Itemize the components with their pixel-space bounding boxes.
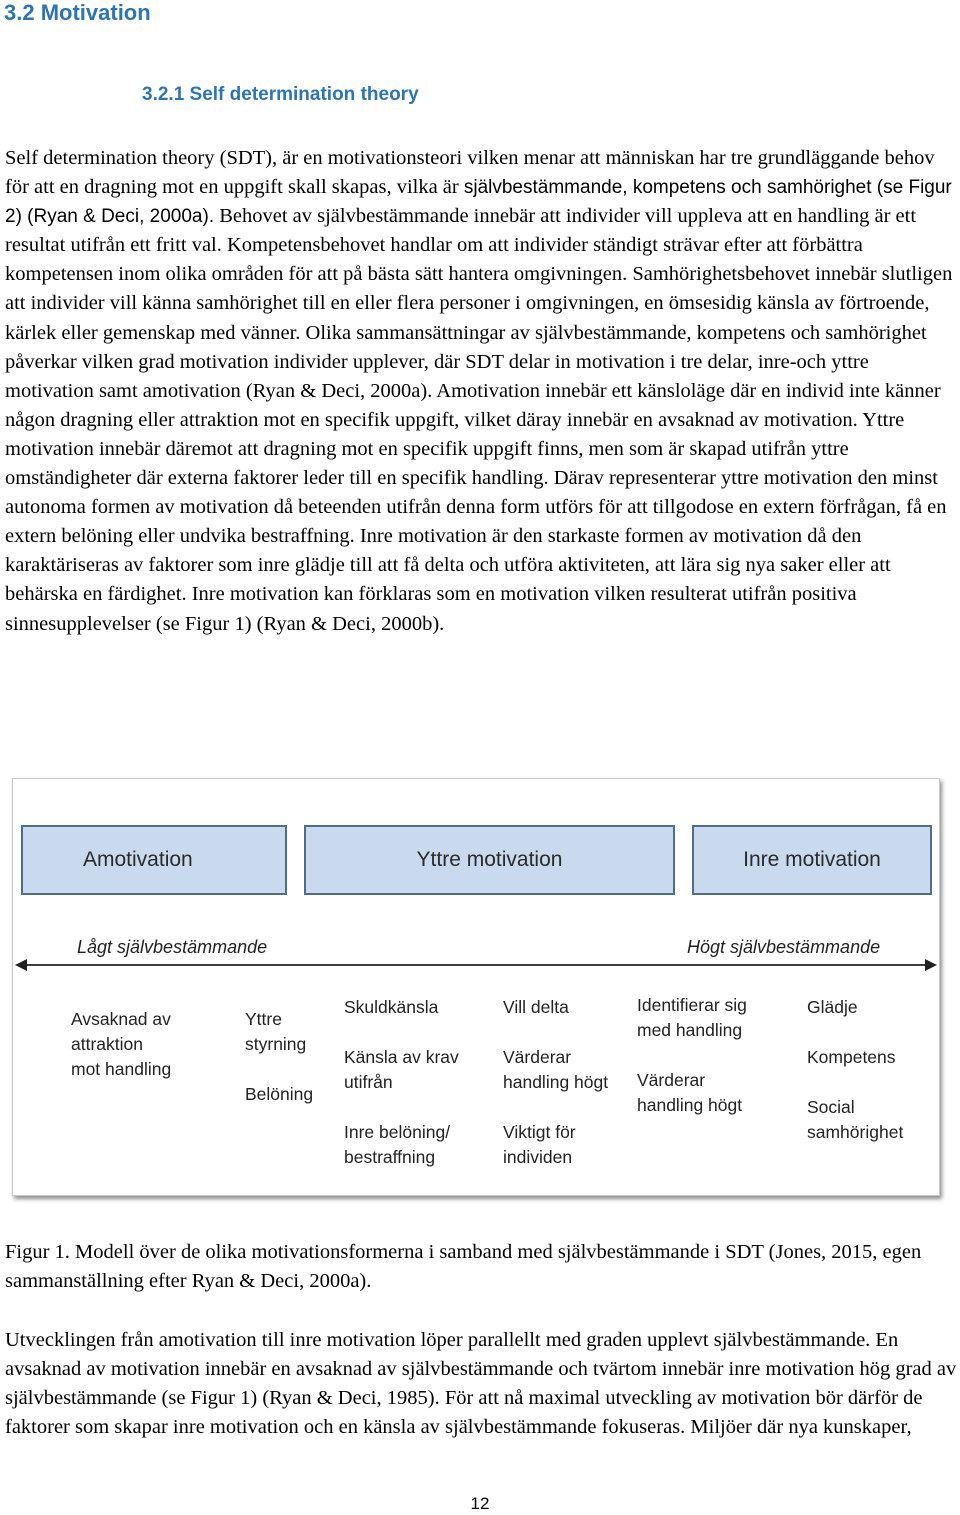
- subsection-heading: 3.2.1 Self determination theory: [142, 84, 419, 105]
- list-item: Vill delta: [503, 997, 569, 1017]
- list-item: mot handling: [71, 1059, 172, 1079]
- list-spacer: [344, 1020, 459, 1045]
- list-item: Belöning: [245, 1084, 314, 1104]
- list-item: individen: [503, 1147, 573, 1167]
- low-self-determination-label: Lågt självbestämmande: [77, 937, 268, 957]
- paragraph-sdt-part3: Behovet av självbestämmande innebär att individer vill uppleva att en handling är ett resultat utifrån ett fritt val. Kompetensbehovet handlar om att individer ständigt strävar efter att förbättra kompetensen inom olika områden för att på bästa sätt hantera omgivningen. Samhörighetsbehovet innebär slutligen att individer vill känna samhörighet till en eller flera personer i omgivningen, en ömsesidig känsla av förtroende, kärlek eller gemenskap med vänner. Olika sammansättningar av självbestämmande, kompetens och samhörighet påverkar vilken grad motivation individer upplever, där SDT delar in motivation i tre delar, inre-och yttre motivation samt amotivation (Ryan & Deci, 2000a). Amotivation innebär ett känsloläge där en individ inte känner någon dragning eller attraktion mot en specifik uppgift, vilket däray innebär en avsaknad av motivation. Yttre motivation innebär däremot att dragning mot en specifik uppgift finns, men som är skapad utifrån yttre omständigheter där externa faktorer leder till en specifik handling. Därav representerar yttre motivation den minst autonoma formen av motivation då beteenden utifrån denna form utförs för att tillgodose en extern förfrågan, få en extern belöning eller undvika bestraffning. Inre motivation är den starkaste formen av motivation då den karaktäriseras av faktorer som inre glädje till att få delta och utföra aktiviteten, att lära sig nya saker eller att behärska en färdighet. Inre motivation kan förklaras som en motivation vilken resulterat utifrån positiva sinnesupplevelser (se Figur 1) (Ryan & Deci, 2000b).: [5, 205, 953, 635]
- list-item: Glädje: [807, 997, 858, 1017]
- list-item: Social: [807, 1097, 855, 1117]
- list-item: bestraffning: [344, 1147, 436, 1167]
- paragraph-sdt-part1: Self determination theory (SDT), är en motivationsteori vilken menar att människan har tre grundläggande behov för att en dragning mot en uppgift skall skapas, vilka är: [5, 147, 935, 199]
- list-item: Skuldkänsla: [344, 997, 439, 1017]
- list-spacer: [503, 1020, 608, 1045]
- list-spacer: [807, 1020, 903, 1045]
- list-item: Värderar: [503, 1047, 572, 1067]
- list-item: Viktigt för: [503, 1122, 576, 1142]
- box-amotivation: Amotivation: [21, 825, 287, 895]
- column-integrated: [637, 993, 747, 1118]
- column-identified: [503, 995, 608, 1170]
- list-item: utifrån: [344, 1072, 393, 1092]
- list-item: Värderar: [637, 1070, 706, 1090]
- column-intrinsic: [807, 995, 903, 1145]
- list-item: handling högt: [637, 1095, 743, 1115]
- list-item: Avsaknad av: [71, 1009, 171, 1029]
- column-amotivation: [71, 1007, 171, 1082]
- page-number: 12: [470, 1494, 490, 1513]
- list-item: Kompetens: [807, 1047, 896, 1067]
- paragraph-sdt-part2: självbestämmande, kompetens och samhörighet (se Figur 2) (Ryan & Deci, 2000a).: [5, 177, 952, 228]
- list-item: Identifierar sig: [637, 995, 747, 1015]
- paragraph-development: Utvecklingen från amotivation till inre motivation löper parallellt med graden upplevt självbestämmande. En avsaknad av motivation innebär en avsaknad av självbestämmande och tvärtom innebär inre motivation hög grad av självbestämmande (se Figur 1) (Ryan & Deci, 1985). För att nå maximal utveckling av motivation bör därför de faktorer som skapar inre motivation och en känsla av självbestämmande fokuseras. Miljöer där nya kunskaper,: [5, 1329, 957, 1439]
- column-external-regulation: [245, 1007, 313, 1107]
- list-spacer: [637, 1043, 747, 1068]
- list-item: Känsla av krav: [344, 1047, 459, 1067]
- list-item: Yttre: [245, 1009, 282, 1029]
- list-item: handling högt: [503, 1072, 609, 1092]
- list-spacer: [807, 1070, 903, 1095]
- list-item: Inre belöning/: [344, 1122, 451, 1142]
- list-item: samhörighet: [807, 1122, 904, 1142]
- list-item: styrning: [245, 1034, 307, 1054]
- self-determination-arrow-icon: [13, 955, 939, 975]
- section-heading: 3.2 Motivation: [4, 0, 151, 25]
- list-spacer: [503, 1095, 608, 1120]
- motivation-model-figure: [12, 778, 940, 1196]
- list-spacer: [344, 1095, 459, 1120]
- column-introjected: [344, 995, 459, 1170]
- list-item: med handling: [637, 1020, 743, 1040]
- figure-caption: Figur 1. Modell över de olika motivationsformerna i samband med självbestämmande i SDT (Jones, 2015, egen sammanställning efter Ryan & Deci, 2000a).: [5, 1241, 922, 1293]
- high-self-determination-label: Högt självbestämmande: [687, 937, 881, 957]
- paragraph-sdt: [5, 144, 957, 639]
- list-item: attraktion: [71, 1034, 143, 1054]
- box-inre-motivation: Inre motivation: [692, 825, 932, 895]
- box-yttre-motivation: Yttre motivation: [304, 825, 675, 895]
- list-spacer: [245, 1057, 313, 1082]
